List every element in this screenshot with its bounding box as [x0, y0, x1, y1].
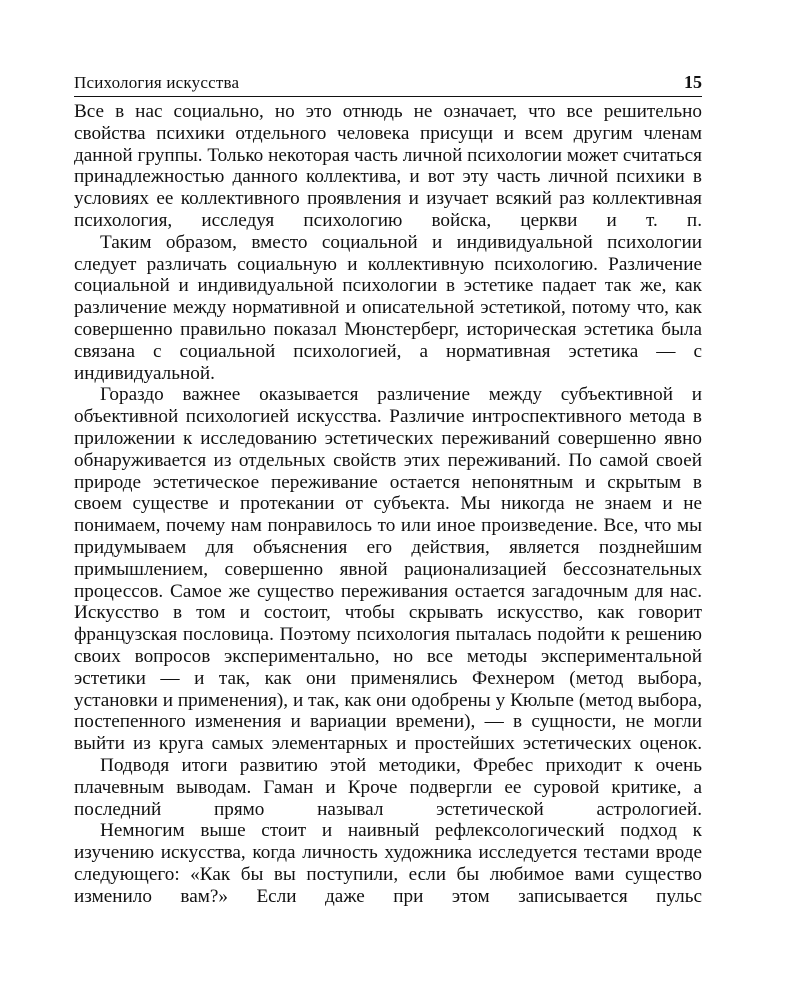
paragraph-1: Все в нас социально, но это отнюдь не означает, что все решительно свойства психики отдельного человека присущи и всем другим членам данной группы. Только некоторая часть личной психологии может считаться принадлежностью данного коллектива, и вот эту часть личной психики в условиях ее коллективного проявления и изучает всякий раз коллективная психология, исследуя психологию войска, церкви и т. п. — [74, 101, 702, 231]
running-header-title: Психология искусства — [74, 73, 240, 92]
body-text — [74, 101, 702, 907]
paragraph-4: Подводя итоги развитию этой методики, Фребес приходит к очень плачевным выводам. Гаман и Кроче подвергли ее суровой критике, а последний прямо называл эстетической астрологией. — [74, 754, 702, 820]
paragraph-3: Гораздо важнее оказывается различение между субъективной и объективной психологией искусства. Различие интроспективного метода в приложении к исследованию эстетических переживаний совершенно явно обнаруживается из отдельных свойств этих переживаний. По самой своей природе эстетическое переживание остается непонятным и скрытым в своем существе и протекании от субъекта. Мы никогда не знаем и не понимаем, почему нам понравилось то или иное произведение. Все, что мы придумываем для объяснения его действия, является позднейшим примышлением, совершенно явной рационализацией бессознательных процессов. Самое же существо переживания остается загадочным для нас. Искусство в том и состоит, чтобы скрывать искусство, как говорит французская пословица. Поэтому психология пыталась подойти к решению своих вопросов экспериментально, но все методы экспериментальной эстетики — и так, как они применялись Фехнером (метод выбора, установки и применения), и так, как они одобрены у Кюльпе (метод выбора, постепенного изменения и вариации времени), — в сущности, не могли выйти из круга самых элементарных и простейших эстетических оценок. — [74, 384, 702, 755]
page-number: 15 — [684, 72, 702, 92]
paragraph-5: Немногим выше стоит и наивный рефлексологический подход к изучению искусства, когда личность художника исследуется тестами вроде следующего: «Как бы вы поступили, если бы любимое вами существо изменило вам?» Если даже при этом записывается пульс — [74, 820, 702, 907]
running-header — [74, 72, 702, 97]
paragraph-2: Таким образом, вместо социальной и индивидуальной психологии следует различать социальную и коллективную психологию. Различение социальной и индивидуальной психологии в эстетике падает так же, как различение между нормативной и описательной эстетикой, потому что, как совершенно правильно показал Мюнстерберг, историческая эстетика была связана с социальной психологией, а нормативная эстетика — с индивидуальной. — [74, 231, 702, 384]
book-page — [74, 72, 702, 907]
